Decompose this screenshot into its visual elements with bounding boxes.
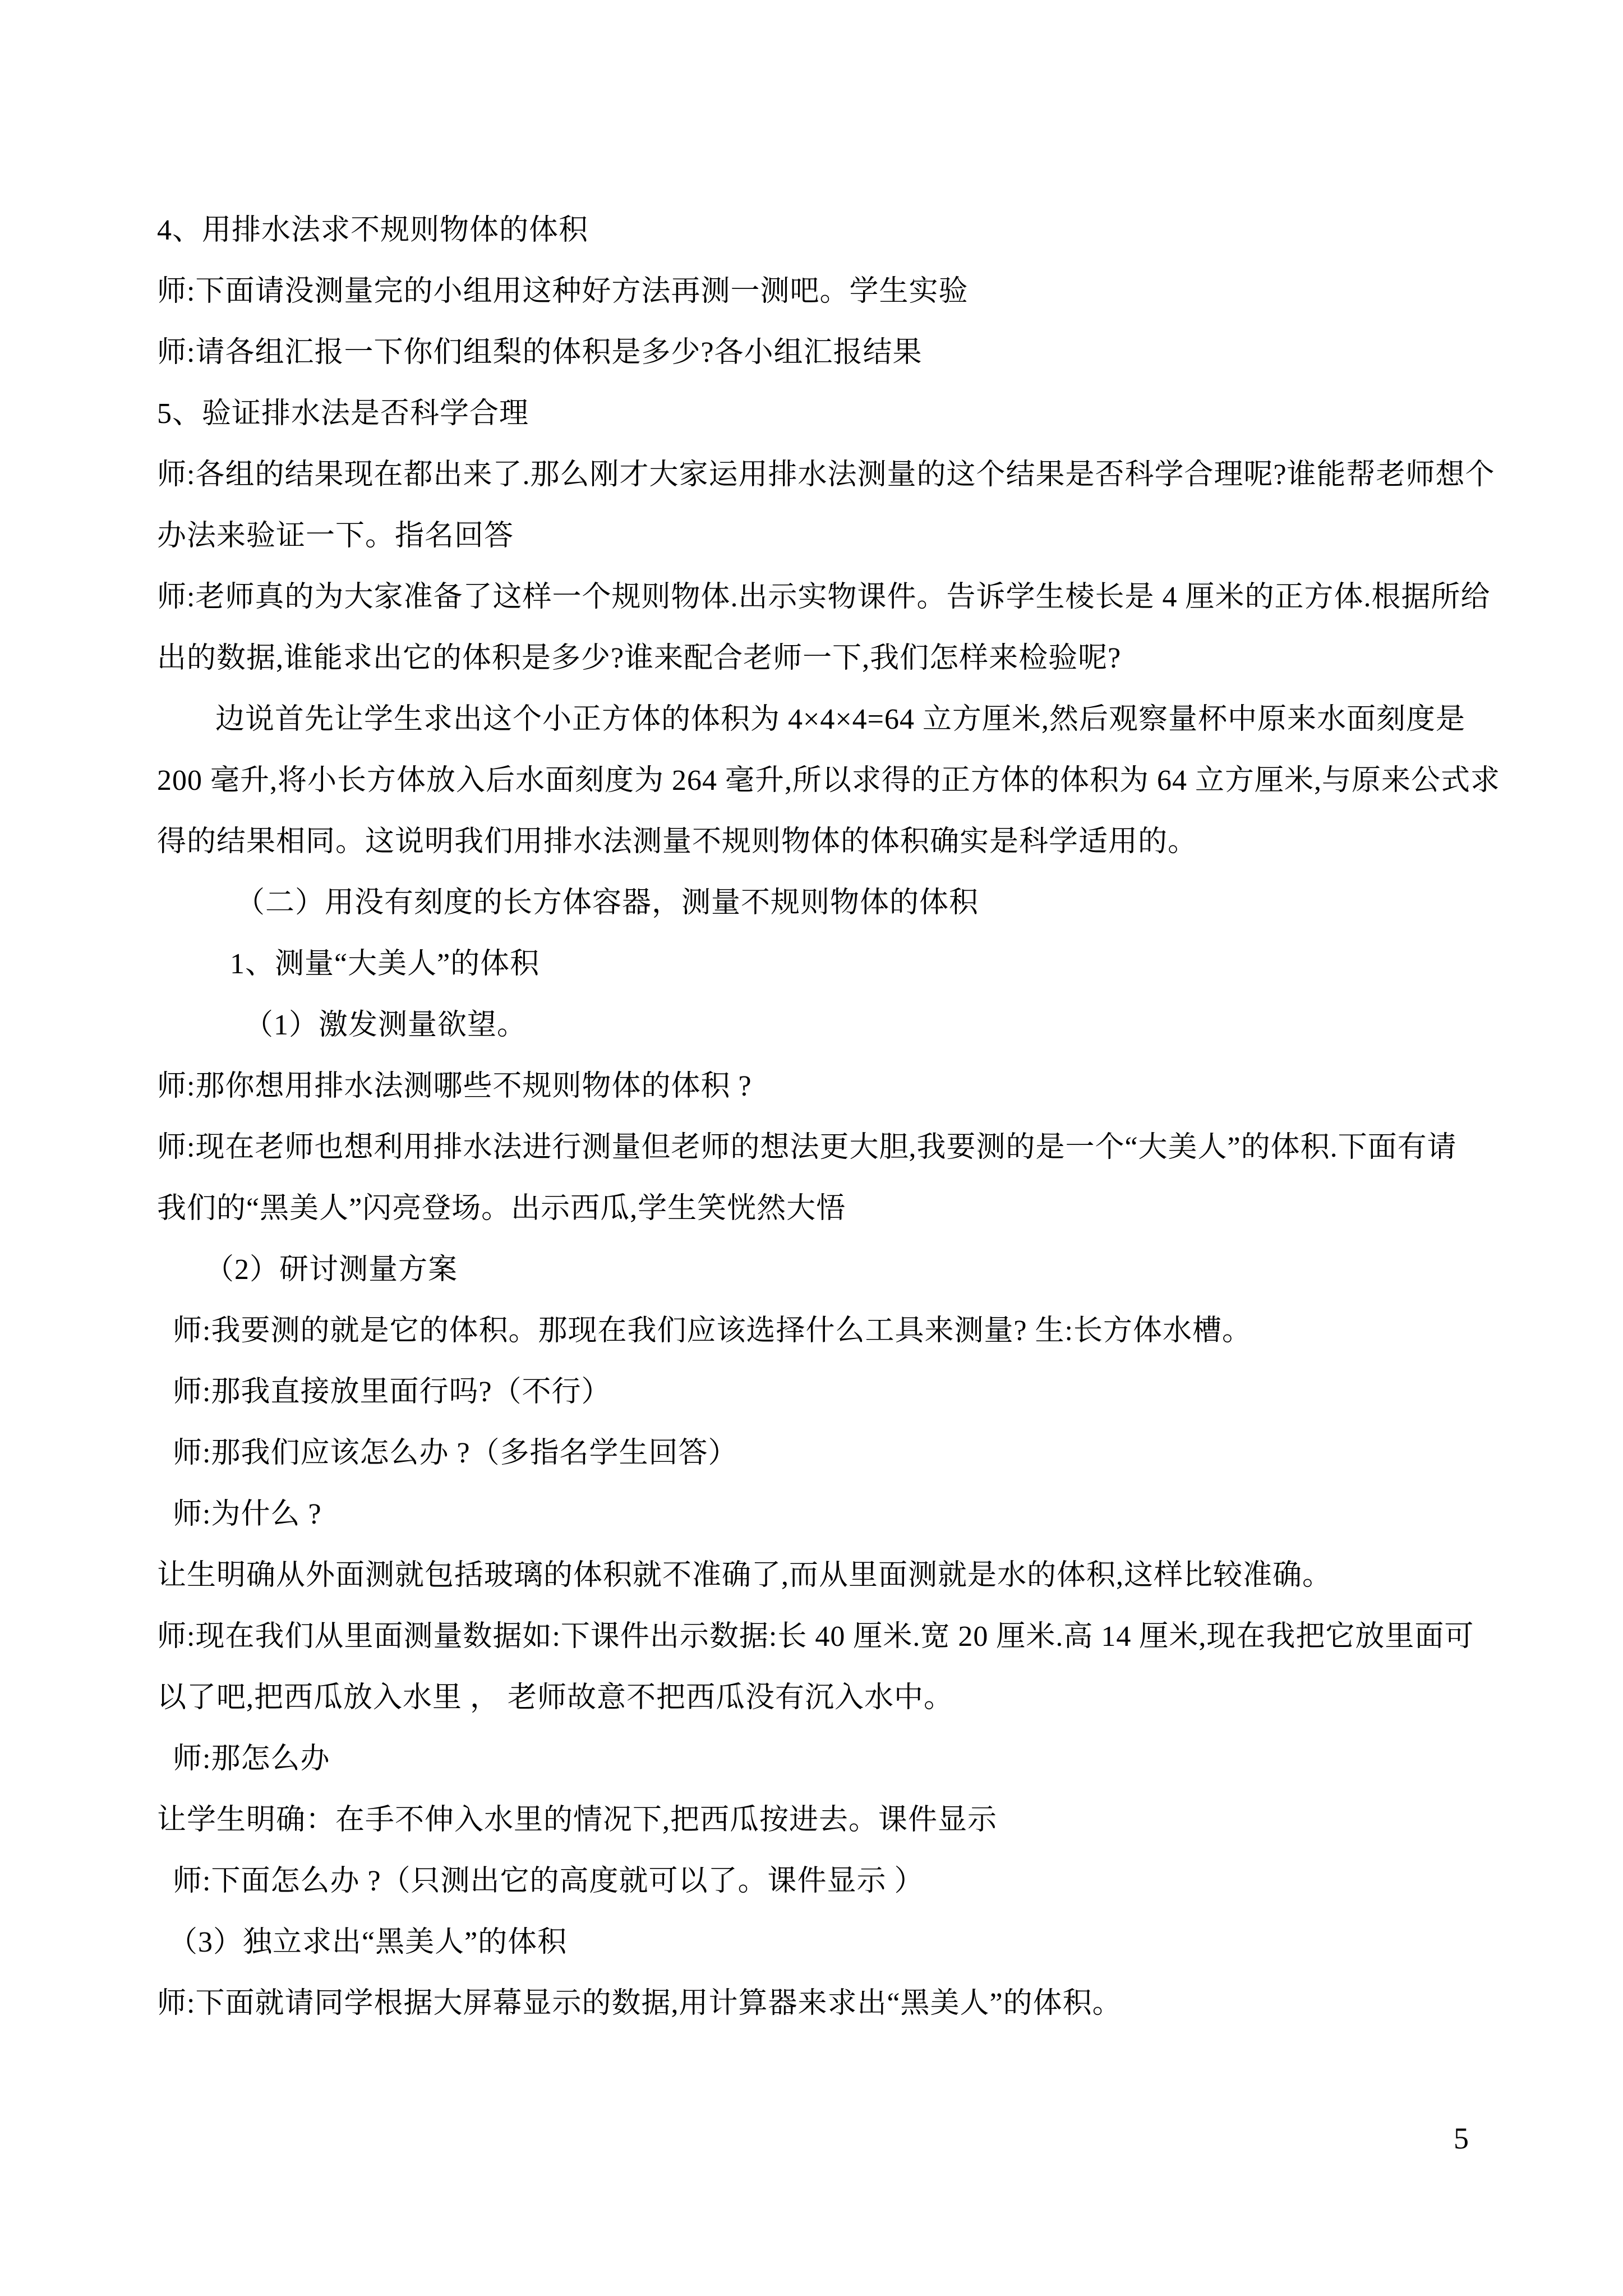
text-line: 我们的“黑美人”闪亮登场。出示西瓜,学生笑恍然大悟 bbox=[157, 1193, 846, 1225]
text-line: 师:下面就请同学根据大屏幕显示的数据,用计算器来求出“黑美人”的体积。 bbox=[157, 1987, 1122, 2019]
text-line: 得的结果相同。这说明我们用排水法测量不规则物体的体积确实是科学适用的。 bbox=[157, 826, 1198, 858]
text-line: 师:各组的结果现在都出来了.那么刚才大家运用排水法测量的这个结果是否科学合理呢?谁能帮老师想个 bbox=[157, 459, 1495, 491]
text-line: 4、用排水法求不规则物体的体积 bbox=[157, 214, 589, 246]
text-line: 出的数据,谁能求出它的体积是多少?谁来配合老师一下,我们怎样来检验呢? bbox=[157, 642, 1122, 674]
text-line: 师:为什么 ? bbox=[173, 1498, 322, 1530]
text-line: 200 毫升,将小长方体放入后水面刻度为 264 毫升,所以求得的正方体的体积为 64 立方厘米,与原来公式求 bbox=[157, 765, 1501, 797]
text-line: 师:现在老师也想利用排水法进行测量但老师的想法更大胆,我要测的是一个“大美人”的体积.下面有请 bbox=[157, 1131, 1457, 1163]
text-line: 师:那我们应该怎么办 ?（多指名学生回答） bbox=[173, 1437, 738, 1469]
text-line: （1）激发测量欲望。 bbox=[244, 1009, 527, 1041]
page-number: 5 bbox=[1454, 2122, 1469, 2155]
text-line: 让学生明确：在手不伸入水里的情况下,把西瓜按进去。课件显示 bbox=[157, 1804, 998, 1836]
text-line: 以了吧,把西瓜放入水里 ， 老师故意不把西瓜没有沉入水中。 bbox=[157, 1682, 954, 1714]
text-line: （3）独立求出“黑美人”的体积 bbox=[168, 1926, 568, 1958]
document-body bbox=[157, 200, 1537, 2034]
text-line: 师:那我直接放里面行吗?（不行） bbox=[173, 1376, 611, 1408]
text-line: 5、验证排水法是否科学合理 bbox=[157, 398, 529, 430]
text-line: 师:那你想用排水法测哪些不规则物体的体积 ? bbox=[157, 1070, 752, 1102]
text-line: 师:那怎么办 bbox=[173, 1743, 330, 1775]
text-line: 师:我要测的就是它的体积。那现在我们应该选择什么工具来测量? 生:长方体水槽。 bbox=[173, 1315, 1252, 1347]
text-line: 师:现在我们从里面测量数据如:下课件出示数据:长 40 厘米.宽 20 厘米.高 14 厘米,现在我把它放里面可 bbox=[157, 1621, 1474, 1653]
text-line: （二）用没有刻度的长方体容器，测量不规则物体的体积 bbox=[236, 887, 979, 919]
text-line: 师:下面请没测量完的小组用这种好方法再测一测吧。学生实验 bbox=[157, 275, 969, 307]
text-line: 1、测量“大美人”的体积 bbox=[230, 948, 540, 980]
text-line: 师:下面怎么办 ?（只测出它的高度就可以了。课件显示 ） bbox=[173, 1865, 924, 1897]
text-line: 办法来验证一下。指名回答 bbox=[157, 520, 514, 552]
text-line: （2）研讨测量方案 bbox=[205, 1254, 458, 1286]
text-line: 边说首先让学生求出这个小正方体的体积为 4×4×4=64 立方厘米,然后观察量杯中原来水面刻度是 bbox=[215, 703, 1465, 735]
text-line: 师:老师真的为大家准备了这样一个规则物体.出示实物课件。告诉学生棱长是 4 厘米的正方体.根据所给 bbox=[157, 581, 1491, 613]
text-line: 师:请各组汇报一下你们组梨的体积是多少?各小组汇报结果 bbox=[157, 337, 923, 369]
text-line: 让生明确从外面测就包括玻璃的体积就不准确了,而从里面测就是水的体积,这样比较准确。 bbox=[157, 1559, 1332, 1591]
